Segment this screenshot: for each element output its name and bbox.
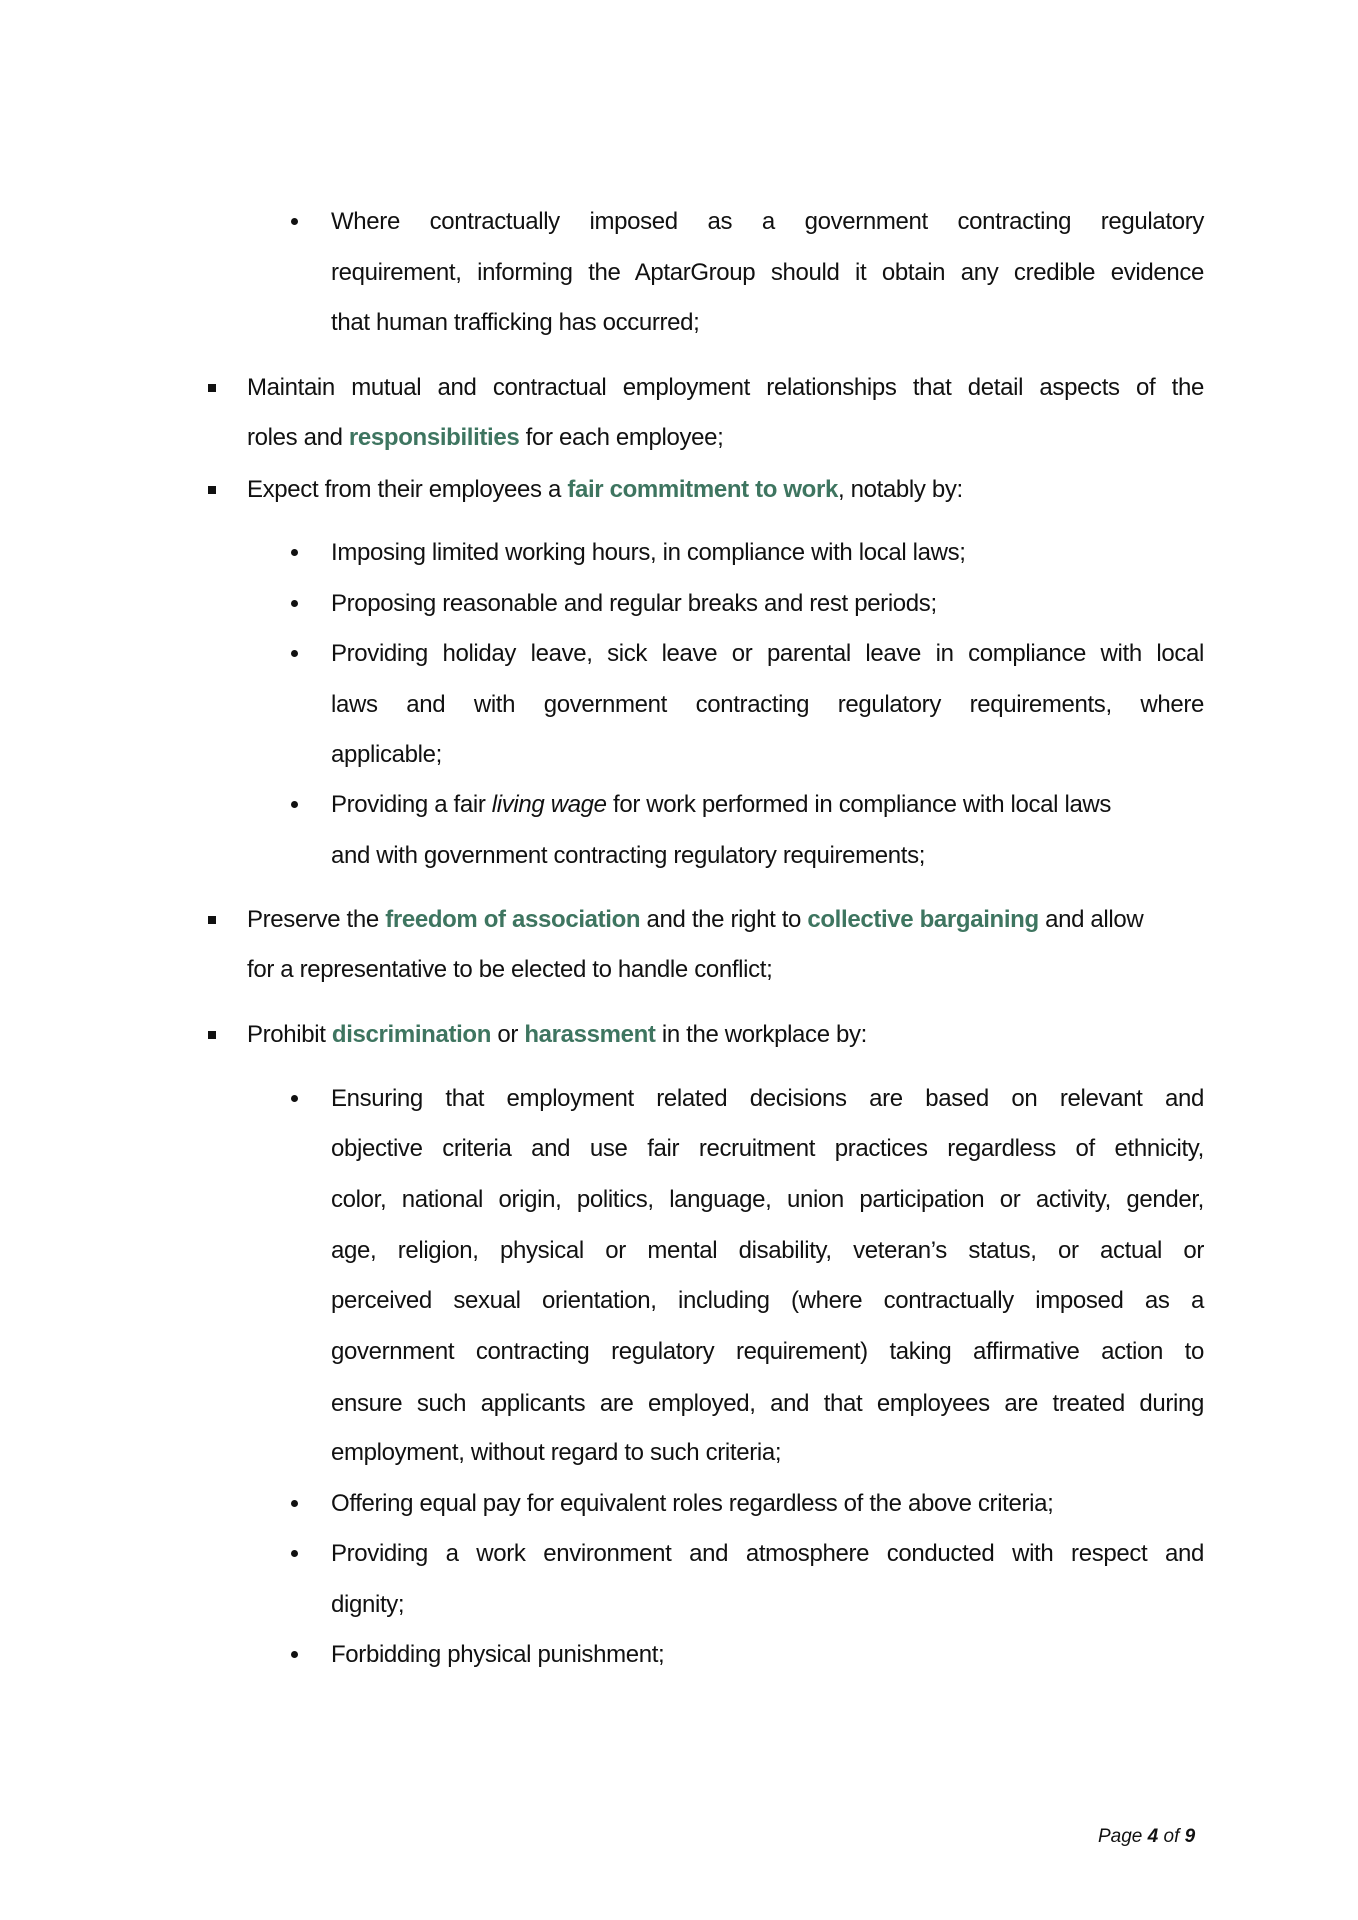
text-line: employment, without regard to such criteria;	[331, 1439, 782, 1466]
bullet-dot-icon	[291, 801, 298, 808]
text-segment: for work performed in compliance with local laws	[606, 791, 1112, 818]
text-segment: and allow	[1038, 906, 1144, 933]
highlight-harassment: harassment	[524, 1021, 656, 1048]
text-segment: roles and	[247, 424, 349, 451]
text-line: Maintain mutual and contractual employment relationships that detail aspects of the	[247, 374, 1204, 401]
text-line: that human trafficking has occurred;	[331, 309, 700, 336]
highlight-discrimination: discrimination	[331, 1021, 492, 1048]
bullet-dot-icon	[291, 549, 298, 556]
total-pages: 9	[1184, 1826, 1196, 1847]
text-segment: or	[491, 1021, 525, 1048]
text-segment: Providing a fair	[331, 791, 492, 818]
bullet-dot-icon	[291, 650, 298, 657]
highlight-responsibilities: responsibilities	[348, 424, 520, 451]
highlight-fair-commitment: fair commitment to work	[567, 476, 838, 503]
highlight-freedom-of-association: freedom of association	[385, 906, 641, 933]
bullet-dot-icon	[291, 1095, 298, 1102]
highlight-collective-bargaining: collective bargaining	[807, 906, 1039, 933]
text-segment: for each employee;	[519, 424, 724, 451]
sub-list-item-environment: Providing a work environment and atmosphere conducted with respect and	[331, 1540, 1204, 1567]
bullet-dot-icon	[291, 1550, 298, 1557]
square-bullet-icon	[208, 916, 216, 924]
text-line: requirement, informing the AptarGroup should it obtain any credible evidence	[331, 259, 1204, 286]
bullet-dot-icon	[291, 1500, 298, 1507]
sub-list-item-punishment: Forbidding physical punishment;	[331, 1641, 665, 1668]
text-line: color, national origin, politics, language, union participation or activity, gender,	[331, 1186, 1204, 1213]
text-line: laws and with government contracting regulatory requirements, where	[331, 691, 1204, 718]
text-segment: in the workplace by:	[655, 1021, 867, 1048]
text-line: for a representative to be elected to handle conflict;	[247, 956, 773, 983]
of-label: of	[1163, 1826, 1180, 1847]
text-line: age, religion, physical or mental disability, veteran’s status, or actual or	[331, 1237, 1204, 1264]
text-line: Where contractually imposed as a government contracting regulatory	[331, 208, 1204, 235]
text-line: and with government contracting regulatory requirements;	[331, 842, 926, 869]
bullet-dot-icon	[291, 1651, 298, 1658]
text-segment: Expect from their employees a	[247, 476, 568, 503]
sub-list-item-ensuring: Ensuring that employment related decisions are based on relevant and	[331, 1085, 1204, 1112]
text-line	[247, 423, 724, 453]
sub-list-item-hours: Imposing limited working hours, in compliance with local laws;	[331, 539, 966, 566]
text-line: government contracting regulatory requirement) taking affirmative action to	[331, 1338, 1204, 1365]
sub-list-item-breaks: Proposing reasonable and regular breaks and rest periods;	[331, 590, 937, 617]
text-line: ensure such applicants are employed, and that employees are treated during	[331, 1390, 1204, 1417]
sub-list-item-leave: Providing holiday leave, sick leave or parental leave in compliance with local	[331, 640, 1204, 667]
sub-list-item-wage	[331, 790, 1111, 820]
emphasis-living-wage: living wage	[491, 791, 607, 818]
bullet-dot-icon	[291, 600, 298, 607]
page-number	[1098, 1826, 1195, 1848]
text-line: dignity;	[331, 1591, 405, 1618]
text-segment: Preserve the	[247, 906, 386, 933]
text-line	[247, 1020, 867, 1050]
page-label: Page	[1098, 1826, 1143, 1847]
sub-list-item-equal-pay: Offering equal pay for equivalent roles regardless of the above criteria;	[331, 1490, 1054, 1517]
text-line: perceived sexual orientation, including (where contractually imposed as a	[331, 1287, 1204, 1314]
square-bullet-icon	[208, 1031, 216, 1039]
text-line	[247, 475, 963, 505]
text-line	[247, 905, 1143, 935]
text-segment: Prohibit	[247, 1021, 332, 1048]
square-bullet-icon	[208, 384, 216, 392]
text-segment: , notably by:	[837, 476, 963, 503]
text-line: objective criteria and use fair recruitment practices regardless of ethnicity,	[331, 1135, 1204, 1162]
current-page: 4	[1147, 1826, 1159, 1847]
bullet-dot-icon	[291, 218, 298, 225]
text-line: applicable;	[331, 741, 442, 768]
square-bullet-icon	[208, 486, 216, 494]
text-segment: and the right to	[640, 906, 808, 933]
